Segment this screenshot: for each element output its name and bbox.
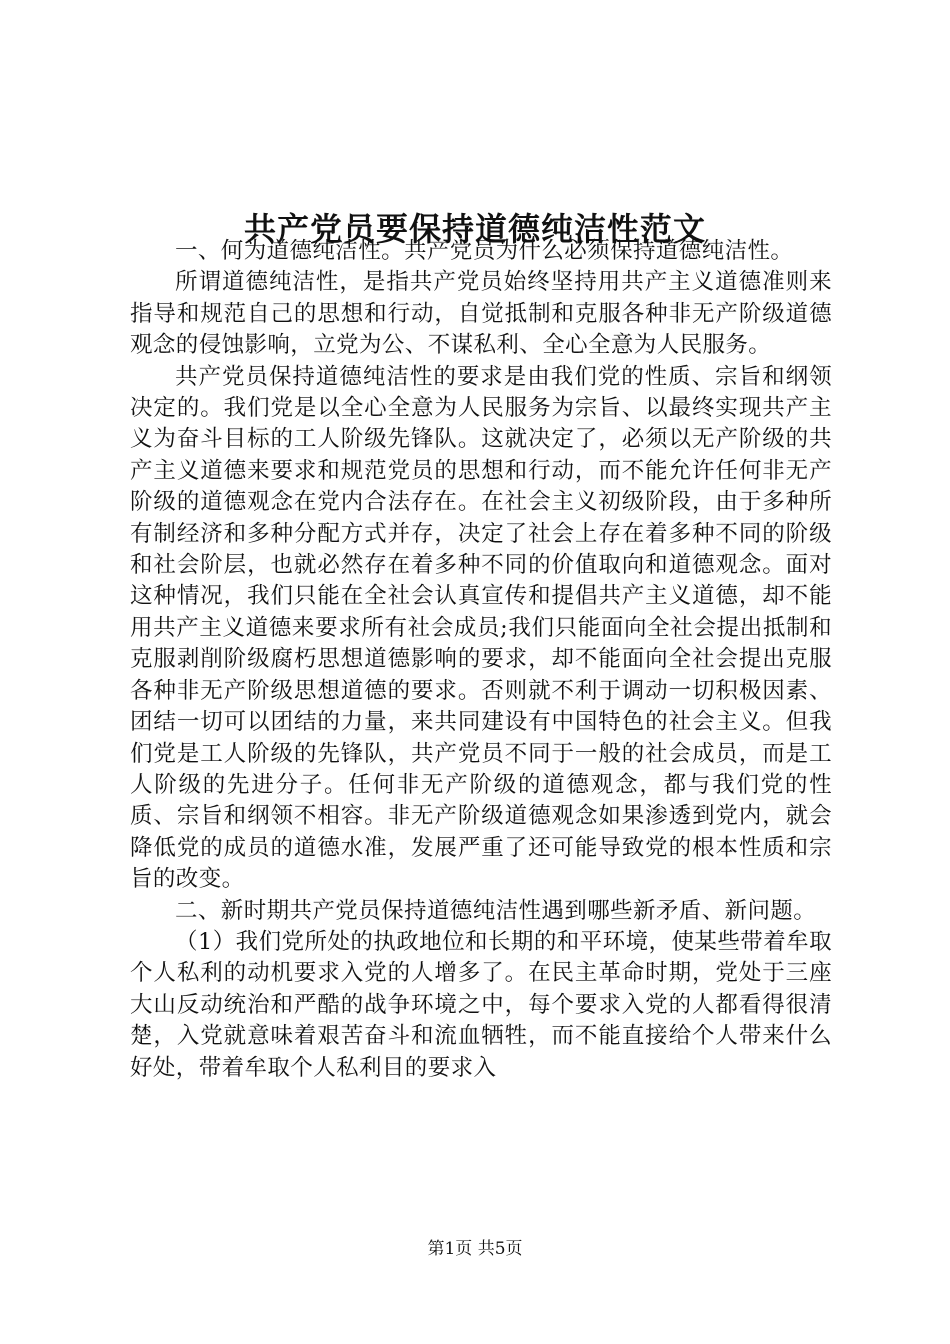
paragraph-heading-2: 二、新时期共产党员保持道德纯洁性遇到哪些新矛盾、新问题。	[175, 897, 817, 924]
paragraph-heading-1: 一、何为道德纯洁性。共产党员为什么必须保持道德纯洁性。	[175, 238, 794, 264]
page-footer: 第1页 共5页	[427, 1239, 523, 1259]
document-body	[130, 236, 832, 1084]
paragraph: 共产党员保持道德纯洁性的要求是由我们党的性质、宗旨和纲领决定的。我们党是以全心全意为人民服务为宗旨、以最终实现共产主义为奋斗目标的工人阶级先锋队。这就决定了，必须以无产阶级的共产主义道德来要求和规范党员的思想和行动，而不能允许任何非无产阶级的道德观念在党内合法存在。在社会主义初级阶段，由于多种所有制经济和多种分配方式并存，决定了社会上存在着多种不同的阶级和社会阶层，也就必然存在着多种不同的价值取向和道德观念。面对这种情况，我们只能在全社会认真宣传和提倡共产主义道德，却不能用共产主义道德来要求所有社会成员;我们只能面向全社会提出抵制和克服剥削阶级腐朽思想道德影响的要求，却不能面向全社会提出克服各种非无产阶级思想道德的要求。否则就不利于调动一切积极因素、团结一切可以团结的力量，来共同建设有中国特色的社会主义。但我们党是工人阶级的先锋队，共产党员不同于一般的社会成员，而是工人阶级的先进分子。任何非无产阶级的道德观念，都与我们党的性质、宗旨和纲领不相容。非无产阶级道德观念如果渗透到党内，就会降低党的成员的道德水准，发展严重了还可能导致党的根本性质和宗旨的改变。	[130, 363, 832, 893]
paragraph: （1）我们党所处的执政地位和长期的和平环境，使某些带着牟取个人私利的动机要求入党的人增多了。在民主革命时期，党处于三座大山反动统治和严酷的战争环境之中，每个要求入党的人都看得很清楚，入党就意味着艰苦奋斗和流血牺牲，而不能直接给个人带来什么好处，带着牟取个人私利目的要求入	[130, 928, 832, 1081]
paragraph: 所谓道德纯洁性，是指共产党员始终坚持用共产主义道德准则来指导和规范自己的思想和行动，自觉抵制和克服各种非无产阶级道德观念的侵蚀影响，立党为公、不谋私利、全心全意为人民服务。	[130, 269, 832, 359]
document-title: 共产党员要保持道德纯洁性范文	[243, 210, 706, 249]
